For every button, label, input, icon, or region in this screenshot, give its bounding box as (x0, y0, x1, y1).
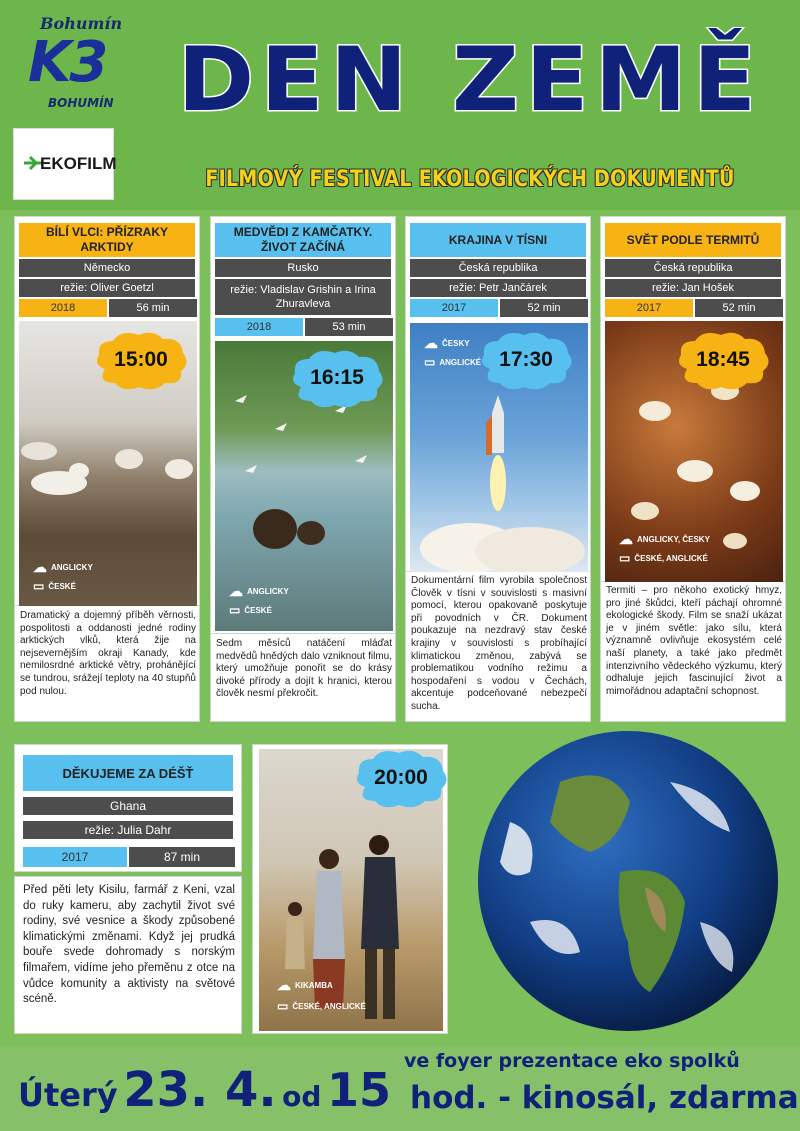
cloud-icon: ☁ (229, 583, 243, 599)
film-title: DĚKUJEME ZA DÉŠŤ (23, 755, 233, 791)
film-year: 2018 (215, 318, 303, 336)
film-description-box (210, 634, 396, 722)
film-photo-card (252, 744, 448, 1034)
subtitles-icon: ▭ (229, 603, 241, 617)
k3-bohumin-logo (18, 14, 126, 114)
film-director: režie: Oliver Goetzl (19, 279, 195, 297)
footer-date-line (18, 1062, 391, 1118)
film-description-box (405, 572, 591, 722)
cloud-icon: ☁ (33, 559, 47, 575)
screening-time (287, 347, 387, 409)
film-card (600, 216, 786, 582)
film-director: režie: Vladislav Grishin a Irina Zhuravleva (215, 279, 391, 315)
audio-language-text: KIKAMBA (295, 981, 333, 990)
film-card (14, 744, 242, 872)
screening-time-text: 20:00 (374, 766, 428, 789)
film-country: Česká republika (410, 259, 586, 277)
subtitles-icon: ▭ (619, 551, 631, 565)
footer-venue-text: hod. - kinosál, zdarma (410, 1080, 799, 1116)
subtitle-language-text: ČESKÉ, ANGLICKÉ (292, 1001, 366, 1011)
film-year: 2017 (23, 847, 127, 867)
film-country: Česká republika (605, 259, 781, 277)
screening-time-text: 16:15 (310, 366, 364, 389)
film-description-box (600, 582, 786, 722)
screening-time-text: 17:30 (499, 348, 553, 371)
footer-foyer-text: ve foyer prezentace eko spolků (404, 1050, 740, 1072)
screening-time (673, 329, 773, 391)
audio-language-text: ANGLICKY (51, 563, 93, 572)
film-description-box (14, 606, 200, 722)
film-card (405, 216, 591, 572)
screening-time (351, 747, 451, 809)
audio-language-text: ČESKY (442, 339, 470, 348)
earth-icon (470, 722, 786, 1040)
film-country: Německo (19, 259, 195, 277)
film-description: Před pěti lety Kisilu, farmář z Keni, vzal do ruky kameru, aby zachytil život své rodiny, své vesnice a škody způsobené klimatickými změnami. Když jej prudká bouře svede dohromady s norským filmařem, vidíme jeho přeměnu z otce na vůdce komunity a aktivisty na světové scéně. (23, 884, 235, 1006)
film-description: Termiti – pro někoho exotický hmyz, pro jiné škůdci, kteří páchají ohromné ekologické škody. Film se snaží ukázat je v jiném světle: jako sílu, která významně ovlivňuje ekosystém celé naší planety, a také jako předmět intenzivního vědeckého výzkumu, který odhaluje jejich fascinující život a mimořádnou adaptační schopnost. (606, 585, 782, 697)
subtitle-language (33, 579, 76, 593)
logo-top-text: Bohumín (40, 14, 123, 33)
subtitles-icon: ▭ (33, 579, 45, 593)
film-country: Rusko (215, 259, 391, 277)
footer-hour: 15 (327, 1063, 392, 1117)
film-title: SVĚT PODLE TERMITŮ (605, 223, 781, 257)
film-title: KRAJINA V TÍSNI (410, 223, 586, 257)
audio-language-text: ANGLICKY, ČESKY (637, 535, 710, 544)
film-director: režie: Jan Hošek (605, 279, 781, 297)
film-card (14, 216, 200, 606)
logo-mark: K3 (28, 30, 107, 95)
film-description: Dramatický a dojemný příběh věrnosti, pospolitosti a oddanosti jedné rodiny arktických vlků, která žije na nejsevernějším okraji Kanady, kde nemilosrdné arktické větry, prohánějící se tundrou, srážejí teploty na 40 stupňů pod nulou. (20, 610, 196, 697)
cloud-icon: ☁ (277, 977, 291, 993)
audio-language (424, 335, 470, 352)
subtitle-language-text: ANGLICKÉ (439, 357, 482, 367)
footer-date: 23. 4. (123, 1062, 277, 1118)
footer-od: od (282, 1080, 322, 1113)
film-title: MEDVĚDI Z KAMČATKY. ŽIVOT ZAČÍNÁ (215, 223, 391, 257)
film-year: 2017 (410, 299, 498, 317)
subtitle-language (424, 355, 481, 369)
screening-time-text: 15:00 (114, 348, 168, 371)
subtitles-icon: ▭ (277, 999, 289, 1013)
film-year: 2018 (19, 299, 107, 317)
film-director: režie: Julia Dahr (23, 821, 233, 839)
page-subtitle: FILMOVÝ FESTIVAL EKOLOGICKÝCH DOKUMENTŮ (205, 166, 735, 192)
logo-bottom-text: BOHUMÍN (48, 96, 114, 110)
subtitle-language-text: ČESKÉ (244, 605, 272, 615)
film-description-box (14, 876, 242, 1034)
subtitle-language-text: ČESKÉ (48, 581, 76, 591)
film-description: Sedm měsíců natáčení mláďat medvědů hnědých dalo vzniknout filmu, který umožňuje ponořit se do krásy divoké přírody a dojít k hranici, kterou člověk nesmí překročit. (216, 638, 392, 700)
film-duration: 53 min (305, 318, 393, 336)
film-duration: 56 min (109, 299, 197, 317)
footer-day: Úterý (18, 1076, 118, 1114)
page-title: DEN ZEMĚ (177, 28, 763, 131)
cloud-icon: ☁ (619, 531, 633, 547)
ekofilm-logo (13, 128, 117, 200)
film-year: 2017 (605, 299, 693, 317)
screening-time-text: 18:45 (696, 348, 750, 371)
audio-language-text: ANGLICKY (247, 587, 289, 596)
film-title: BÍLÍ VLCI: PŘÍZRAKY ARKTIDY (19, 223, 195, 257)
subtitle-language-text: ČESKÉ, ANGLICKÉ (634, 553, 708, 563)
audio-language (277, 977, 333, 994)
subtitle-language (229, 603, 272, 617)
film-duration: 52 min (695, 299, 783, 317)
cloud-icon: ☁ (424, 335, 438, 351)
earth-globe-image (470, 722, 786, 1040)
film-director: režie: Petr Jančárek (410, 279, 586, 297)
film-country: Ghana (23, 797, 233, 815)
film-duration: 87 min (129, 847, 235, 867)
subtitle-language (619, 551, 708, 565)
audio-language (229, 583, 289, 600)
audio-language (619, 531, 710, 548)
subtitles-icon: ▭ (424, 355, 436, 369)
audio-language (33, 559, 93, 576)
ekofilm-logo-text: EKOFILM (40, 154, 117, 173)
film-duration: 52 min (500, 299, 588, 317)
film-card (210, 216, 396, 634)
screening-time (476, 329, 576, 391)
subtitle-language (277, 999, 366, 1013)
screening-time (91, 329, 191, 391)
film-description: Dokumentární film vyrobila společnost Člověk v tísni v souvislosti s masivní pomocí, kterou opakovaně poskytuje při povodních v ČR. Dokument poukazuje na nezdravý stav české krajiny v souvislosti s probíhající klimatickou změnou, zabývá se problematikou vodního režimu a hospodaření s vodou v Čechách, akcentuje podceňované nebezpečí sucha. (411, 575, 587, 712)
